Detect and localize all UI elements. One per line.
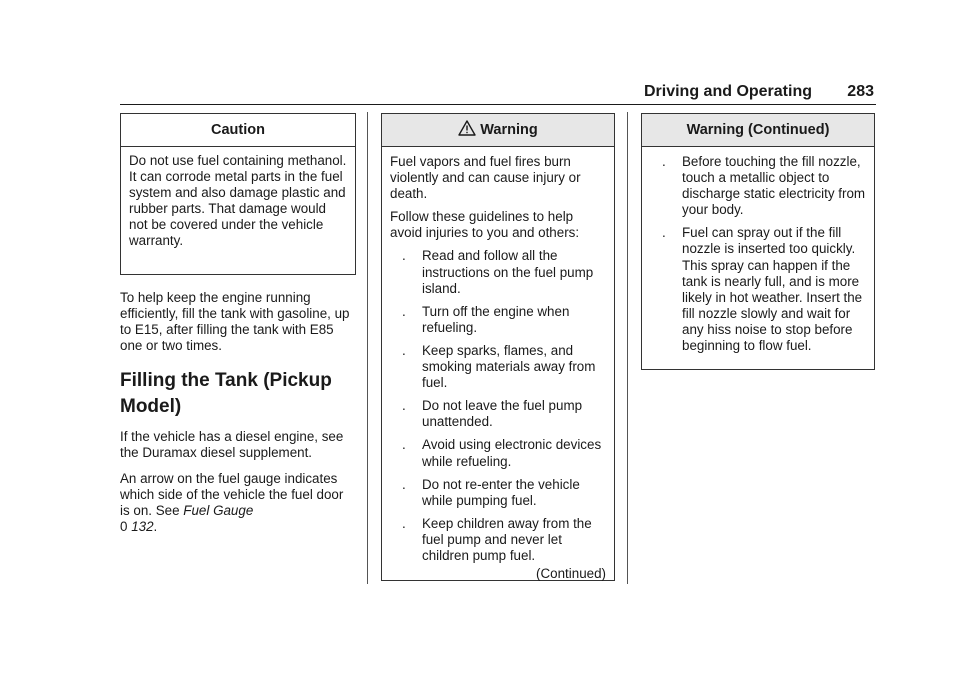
warning-continued-title: Warning (Continued) xyxy=(642,114,874,147)
warning-title: Warning xyxy=(480,122,538,138)
paragraph: To help keep the engine running efficiently, fill the tank with gasoline, up to E15, after filling the tank with E85 one or two times. xyxy=(120,290,350,354)
left-column-text xyxy=(120,290,356,544)
list-item: . Turn off the engine when refueling. xyxy=(402,303,570,335)
warning-triangle-icon xyxy=(458,120,476,140)
caution-text: Do not use fuel containing methanol. It can corrode metal parts in the fuel system and also damage plastic and rubber parts. That damage would not be covered under the vehicle warranty. xyxy=(129,153,347,249)
xref-page[interactable]: 132 xyxy=(131,518,154,534)
xref-link[interactable]: Fuel Gauge xyxy=(183,502,254,518)
xref-tail: . xyxy=(153,518,158,534)
section-heading xyxy=(120,368,356,420)
continued-label: (Continued) xyxy=(536,566,606,582)
list-item: . Do not leave the fuel pump unattended. xyxy=(402,398,583,430)
list-item: . Do not re-enter the vehicle while pumping fuel. xyxy=(402,476,580,508)
list-item: . Before touching the fill nozzle, touch a metallic object to discharge static electricity from your body. xyxy=(662,154,866,218)
list-item: . Avoid using electronic devices while refueling. xyxy=(402,437,602,469)
warning-box xyxy=(381,113,615,581)
paragraph: If the vehicle has a diesel engine, see the Duramax diesel supplement. xyxy=(120,429,344,461)
list-item: . Keep sparks, flames, and smoking materials away from fuel. xyxy=(402,342,596,391)
list-item: . Fuel can spray out if the fill nozzle is inserted too quickly. This spray can happen if the tank is nearly full, and is more likely in hot weather. Insert the fill nozzle slowly and wait for any hiss noise to stop before beginning to flow fuel. xyxy=(662,225,863,354)
caution-box xyxy=(120,113,356,275)
column-divider-2 xyxy=(627,112,628,584)
warning-continued-list xyxy=(650,154,866,354)
warning-intro: Fuel vapors and fuel fires burn violently and can cause injury or death. xyxy=(390,154,581,202)
caution-title: Caution xyxy=(121,114,355,147)
xref-symbol: 0 xyxy=(120,518,128,534)
paragraph-text: An arrow on the fuel gauge indicates which side of the vehicle the fuel door is on. See xyxy=(120,470,344,518)
heading-line-1: Filling the Tank (Pickup xyxy=(120,370,332,392)
warning-header xyxy=(382,114,614,147)
page-number: 283 xyxy=(847,83,874,100)
list-item: . Read and follow all the instructions on the fuel pump island. xyxy=(402,248,594,296)
running-header xyxy=(120,80,876,105)
warning-list xyxy=(390,248,606,564)
section-title: Driving and Operating xyxy=(643,83,812,100)
paragraph-with-xref xyxy=(120,471,356,535)
heading-line-2: Model) xyxy=(120,396,182,418)
warning-intro: Follow these guidelines to help avoid injuries to you and others: xyxy=(390,209,580,241)
warning-continued-box xyxy=(641,113,875,370)
column-divider-1 xyxy=(367,112,368,584)
list-item: . Keep children away from the fuel pump and never let children pump fuel. xyxy=(402,515,592,563)
